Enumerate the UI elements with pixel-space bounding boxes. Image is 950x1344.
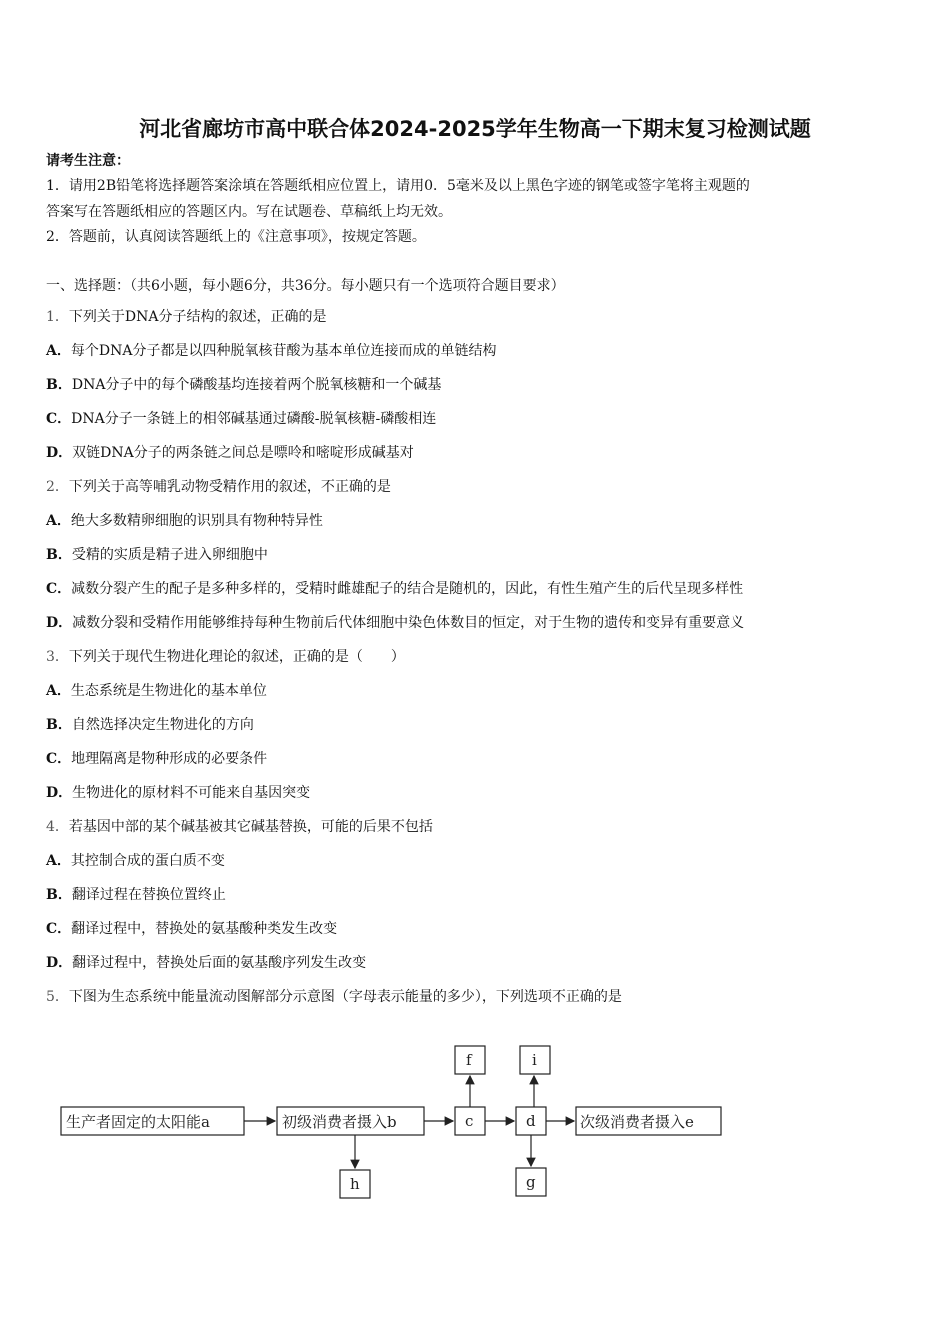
question-text: 下图为生态系统中能量流动图解部分示意图（字母表示能量的多少），下列选项不正确的是	[68, 989, 622, 1005]
question-number: 4．	[46, 819, 69, 835]
option: C．地理隔离是物种形成的必要条件	[46, 751, 268, 767]
option: D．双链DNA分子的两条链之间总是嘌呤和嘧啶形成碱基对	[46, 445, 414, 461]
option: A．绝大多数精卵细胞的识别具有物种特异性	[46, 513, 323, 529]
label-c: c	[465, 1112, 474, 1130]
option: B．自然选择决定生物进化的方向	[46, 717, 254, 733]
label-h: h	[350, 1175, 360, 1193]
question-number: 3．	[46, 649, 69, 665]
option: C．DNA分子一条链上的相邻碱基通过磷酸-脱氧核糖-磷酸相连	[46, 411, 437, 427]
box-h	[340, 1170, 370, 1198]
box-g	[516, 1168, 546, 1196]
question-3	[46, 647, 405, 667]
question-number: 5．	[46, 989, 69, 1005]
question-text: 若基因中部的某个碱基被其它碱基替换，可能的后果不包括	[68, 819, 433, 835]
option: A．其控制合成的蛋白质不变	[46, 853, 225, 869]
option: D．减数分裂和受精作用能够维持每种生物前后代体细胞中染色体数目的恒定，对于生物的遗传和变异有重要意义	[46, 615, 745, 631]
producer-label: 生产者固定的太阳能a	[66, 1113, 210, 1131]
option: B．DNA分子中的每个磷酸基均连接着两个脱氧核糖和一个碱基	[46, 377, 442, 393]
option: B．翻译过程在替换位置终止	[46, 887, 226, 903]
question-5	[46, 987, 622, 1007]
label-f: f	[466, 1051, 472, 1069]
option: B．受精的实质是精子进入卵细胞中	[46, 547, 268, 563]
section-heading: 一、选择题：（共6小题，每小题6分，共36分。每小题只有一个选项符合题目要求）	[46, 278, 565, 294]
notice-heading: 请考生注意：	[46, 153, 130, 169]
label-d: d	[526, 1112, 536, 1130]
box-i	[520, 1046, 550, 1074]
option: C．翻译过程中，替换处的氨基酸种类发生改变	[46, 921, 338, 937]
option: D．翻译过程中，替换处后面的氨基酸序列发生改变	[46, 955, 367, 971]
question-2	[46, 477, 391, 497]
question-number: 1．	[46, 309, 69, 325]
option: D．生物进化的原材料不可能来自基因突变	[46, 785, 311, 801]
notice-item-2: 2．答题前，认真阅读答题纸上的《注意事项》，按规定答题。	[46, 229, 426, 245]
label-g: g	[526, 1173, 536, 1191]
question-text: 下列关于DNA分子结构的叙述，正确的是	[68, 309, 327, 325]
page-title: 河北省廊坊市高中联合体2024-2025学年生物高一下期末复习检测试题	[139, 117, 811, 141]
notice-item-1: 1．请用2B铅笔将选择题答案涂填在答题纸相应位置上，请用0．5毫米及以上黑色字迹的钢笔或签字笔将主观题的	[46, 178, 750, 194]
secondary-consumer-box	[576, 1107, 721, 1135]
label-i: i	[532, 1051, 537, 1069]
box-d	[516, 1107, 546, 1135]
option: C．减数分裂产生的配子是多种多样的，受精时雌雄配子的结合是随机的，因此，有性生殖产生的后代呈现多样性	[46, 581, 744, 597]
notice-item-1-cont: 答案写在答题纸相应的答题区内。写在试题卷、草稿纸上均无效。	[46, 204, 452, 220]
question-number: 2．	[46, 479, 69, 495]
primary-consumer-label: 初级消费者摄入b	[282, 1113, 397, 1131]
primary-consumer-box	[277, 1107, 424, 1135]
question-text: 下列关于现代生物进化理论的叙述，正确的是（ ）	[68, 649, 405, 665]
secondary-consumer-label: 次级消费者摄入e	[580, 1113, 694, 1131]
question-1	[46, 307, 327, 327]
box-f	[455, 1046, 485, 1074]
option: A．每个DNA分子都是以四种脱氧核苷酸为基本单位连接而成的单链结构	[46, 343, 497, 359]
option: A．生态系统是生物进化的基本单位	[46, 683, 267, 699]
question-text: 下列关于高等哺乳动物受精作用的叙述，不正确的是	[68, 479, 391, 495]
producer-box	[61, 1107, 244, 1135]
box-c	[455, 1107, 485, 1135]
question-4	[46, 817, 433, 837]
